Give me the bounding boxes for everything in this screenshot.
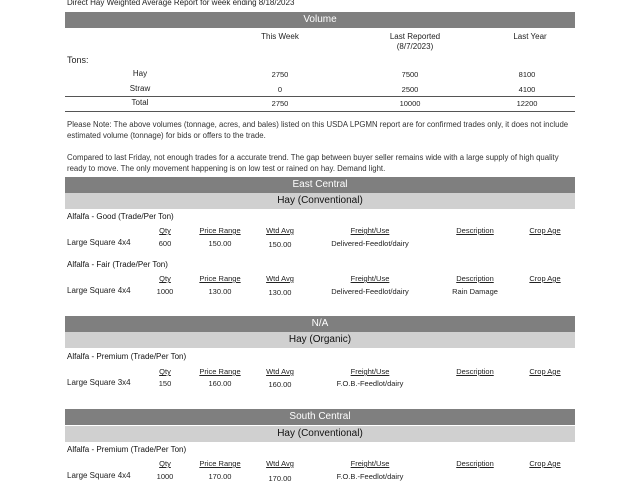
cell-this-week: 0 <box>277 85 283 94</box>
col-description: Description <box>456 274 494 283</box>
col-price-range: Price Range <box>199 459 241 468</box>
cell-last-reported: 10000 <box>399 99 421 108</box>
price-value: 160.00 <box>208 379 232 388</box>
col-wtd-avg: Wtd Avg <box>266 459 294 468</box>
cell-last-year: 4100 <box>518 85 536 94</box>
col-crop-age: Crop Age <box>529 274 561 283</box>
wtd-avg-value: 130.00 <box>268 288 292 297</box>
please-note-text: Please Note: The above volumes (tonnage, acres, and bales) listed on this USDA LPGMN report are for confirmed trades only, it does not include estimated volume (tonnage) for bids or offers to the trade. <box>67 120 569 140</box>
market-commentary: Compared to last Friday, not enough trades for a accurate trend. The gap between buyer seller remains wide with a large supply of high quality ready to move. The only movement happening is on low test or rained on hay. Demand light. <box>67 153 559 173</box>
item-name: Large Square 4x4 <box>67 286 131 295</box>
freight-value: Delivered-Feedlot/dairy <box>331 287 409 296</box>
cell-last-year: 8100 <box>518 70 536 79</box>
cell-this-week: 2750 <box>271 70 289 79</box>
wtd-avg-value: 160.00 <box>268 380 292 389</box>
col-wtd-avg: Wtd Avg <box>266 226 294 235</box>
col-wtd-avg: Wtd Avg <box>266 367 294 376</box>
col-freight-use: Freight/Use <box>350 274 390 283</box>
region-header: N/A <box>65 316 575 332</box>
col-qty: Qty <box>159 274 171 283</box>
total-divider <box>65 96 575 97</box>
wtd-avg-value: 170.00 <box>268 474 292 483</box>
report-title: Direct Hay Weighted Average Report for week ending 8/18/2023 <box>67 0 295 7</box>
col-price-range: Price Range <box>199 226 241 235</box>
wtd-avg-value: 150.00 <box>268 240 292 249</box>
col-description: Description <box>456 459 494 468</box>
description-value: Rain Damage <box>452 287 498 296</box>
col-qty: Qty <box>159 226 171 235</box>
qty-value: 150 <box>158 379 172 388</box>
hay-type-header: Hay (Organic) <box>65 332 575 348</box>
cell-last-reported: 7500 <box>401 70 419 79</box>
row-label: Hay <box>132 69 148 78</box>
price-value: 170.00 <box>208 472 232 481</box>
cell-last-year: 12200 <box>516 99 538 108</box>
col-freight-use: Freight/Use <box>350 459 390 468</box>
volume-header: Volume <box>65 12 575 28</box>
row-label: Total <box>131 98 149 107</box>
region-header: South Central <box>65 409 575 425</box>
region-header: East Central <box>65 177 575 193</box>
tons-label: Tons: <box>67 55 89 65</box>
price-value: 130.00 <box>208 287 232 296</box>
col-description: Description <box>456 367 494 376</box>
col-crop-age: Crop Age <box>529 459 561 468</box>
col-description: Description <box>456 226 494 235</box>
freight-value: Delivered-Feedlot/dairy <box>331 239 409 248</box>
price-value: 150.00 <box>208 239 232 248</box>
cell-this-week: 2750 <box>271 99 289 108</box>
col-crop-age: Crop Age <box>529 226 561 235</box>
col-crop-age: Crop Age <box>529 367 561 376</box>
item-name: Large Square 3x4 <box>67 378 131 387</box>
col-price-range: Price Range <box>199 274 241 283</box>
qty-value: 1000 <box>156 472 174 481</box>
group-title: Alfalfa - Premium (Trade/Per Ton) <box>67 445 187 454</box>
hay-type-header: Hay (Conventional) <box>65 426 575 442</box>
cell-last-reported: 2500 <box>401 85 419 94</box>
freight-value: F.O.B.-Feedlot/dairy <box>336 379 404 388</box>
col-freight-use: Freight/Use <box>350 226 390 235</box>
col-last-reported: Last Reported <box>389 32 441 41</box>
group-title: Alfalfa - Good (Trade/Per Ton) <box>67 212 174 221</box>
freight-value: F.O.B.-Feedlot/dairy <box>336 472 404 481</box>
row-label: Straw <box>129 84 151 93</box>
col-last-year: Last Year <box>513 32 547 41</box>
col-last-reported-date: (8/7/2023) <box>396 42 434 51</box>
group-title: Alfalfa - Premium (Trade/Per Ton) <box>67 352 187 361</box>
col-price-range: Price Range <box>199 367 241 376</box>
qty-value: 1000 <box>156 287 174 296</box>
col-qty: Qty <box>159 367 171 376</box>
col-this-week: This Week <box>261 32 299 41</box>
qty-value: 600 <box>158 239 172 248</box>
hay-type-header: Hay (Conventional) <box>65 193 575 209</box>
group-title: Alfalfa - Fair (Trade/Per Ton) <box>67 260 168 269</box>
col-wtd-avg: Wtd Avg <box>266 274 294 283</box>
col-qty: Qty <box>159 459 171 468</box>
item-name: Large Square 4x4 <box>67 238 131 247</box>
col-freight-use: Freight/Use <box>350 367 390 376</box>
item-name: Large Square 4x4 <box>67 471 131 480</box>
volume-bottom-rule <box>65 111 575 112</box>
